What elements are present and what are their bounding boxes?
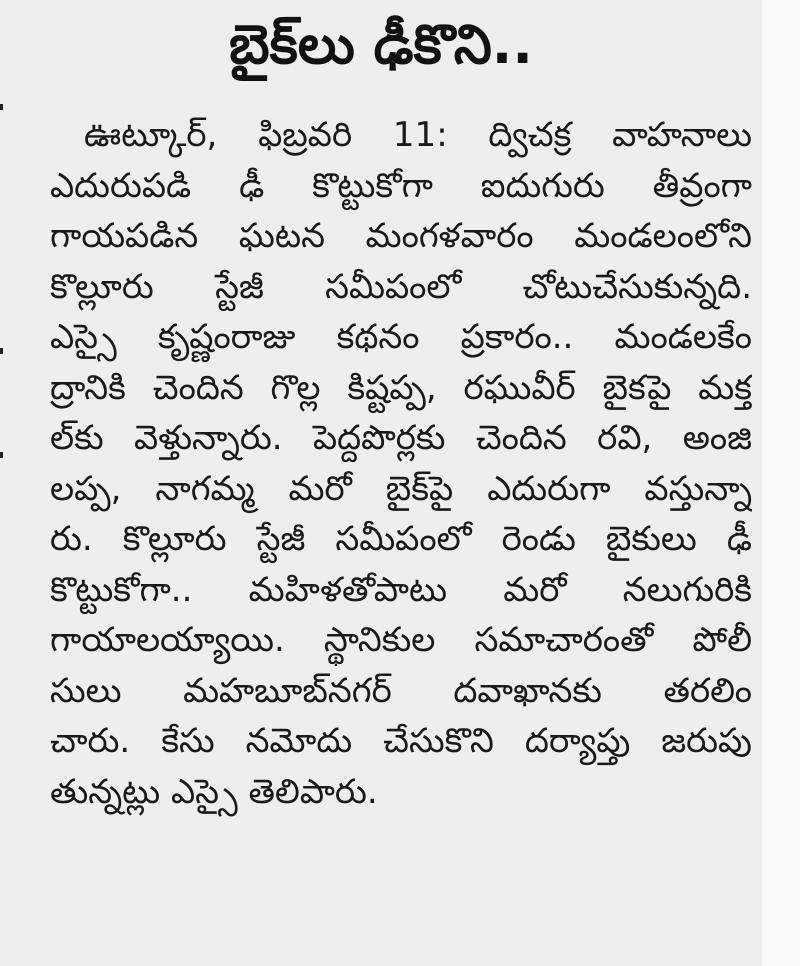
article-line: గాయాలయ్యాయి. స్థానికుల సమాచారంతో పోలీ bbox=[50, 620, 752, 660]
article-headline: బైక్‌లు ఢీకొని.. bbox=[229, 13, 533, 76]
gutter-mark bbox=[0, 104, 3, 110]
article-line: రు. కొల్లూరు స్టేజీ సమీపంలో రెండు బైకులు ఢీ bbox=[50, 519, 752, 559]
article-line: ఎదురుపడి ఢీ కొట్టుకోగా ఐదుగురు తీవ్రంగా bbox=[50, 165, 752, 206]
gutter-mark bbox=[0, 348, 3, 354]
article-body bbox=[50, 110, 752, 817]
article-line: గాయపడిన ఘటన మంగళవారం మండలంలోని bbox=[50, 216, 752, 256]
article-line: లప్ప, నాగమ్మ మరో బైక్‌పై ఎదురుగా వస్తున్నా bbox=[50, 468, 752, 509]
gutter-mark bbox=[0, 452, 3, 458]
article-line: కొల్లూరు స్టేజీ సమీపంలో చోటుచేసుకున్నది. bbox=[50, 266, 752, 307]
article-line: చారు. కేసు నమోదు చేసుకొని దర్యాప్తు జరుపు bbox=[50, 721, 752, 761]
article-line: సులు మహబూబ్‌నగర్ దవాఖానకు తరలిం bbox=[50, 670, 752, 711]
article-line: ఎస్సై కృష్ణంరాజు కథనం ప్రకారం.. మండలకేం bbox=[50, 317, 752, 357]
article-line: కొట్టుకోగా.. మహిళతోపాటు మరో నలుగురికి bbox=[50, 569, 752, 610]
article-line: తున్నట్లు ఎస్సై తెలిపారు. bbox=[50, 771, 378, 812]
article-line: ద్రానికి చెందిన గొల్ల కిష్టప్ప, రఘువీర్ బైకపై మక్త bbox=[50, 367, 752, 408]
article-line: ల్‌కు వెళ్తున్నారు. పెద్దపొర్లకు చెందిన రవి, అంజి bbox=[50, 418, 752, 458]
page-margin bbox=[762, 0, 800, 966]
article-line: ఊట్కూర్, ఫిబ్రవరి 11: ద్విచక్ర వాహనాలు bbox=[84, 115, 752, 155]
